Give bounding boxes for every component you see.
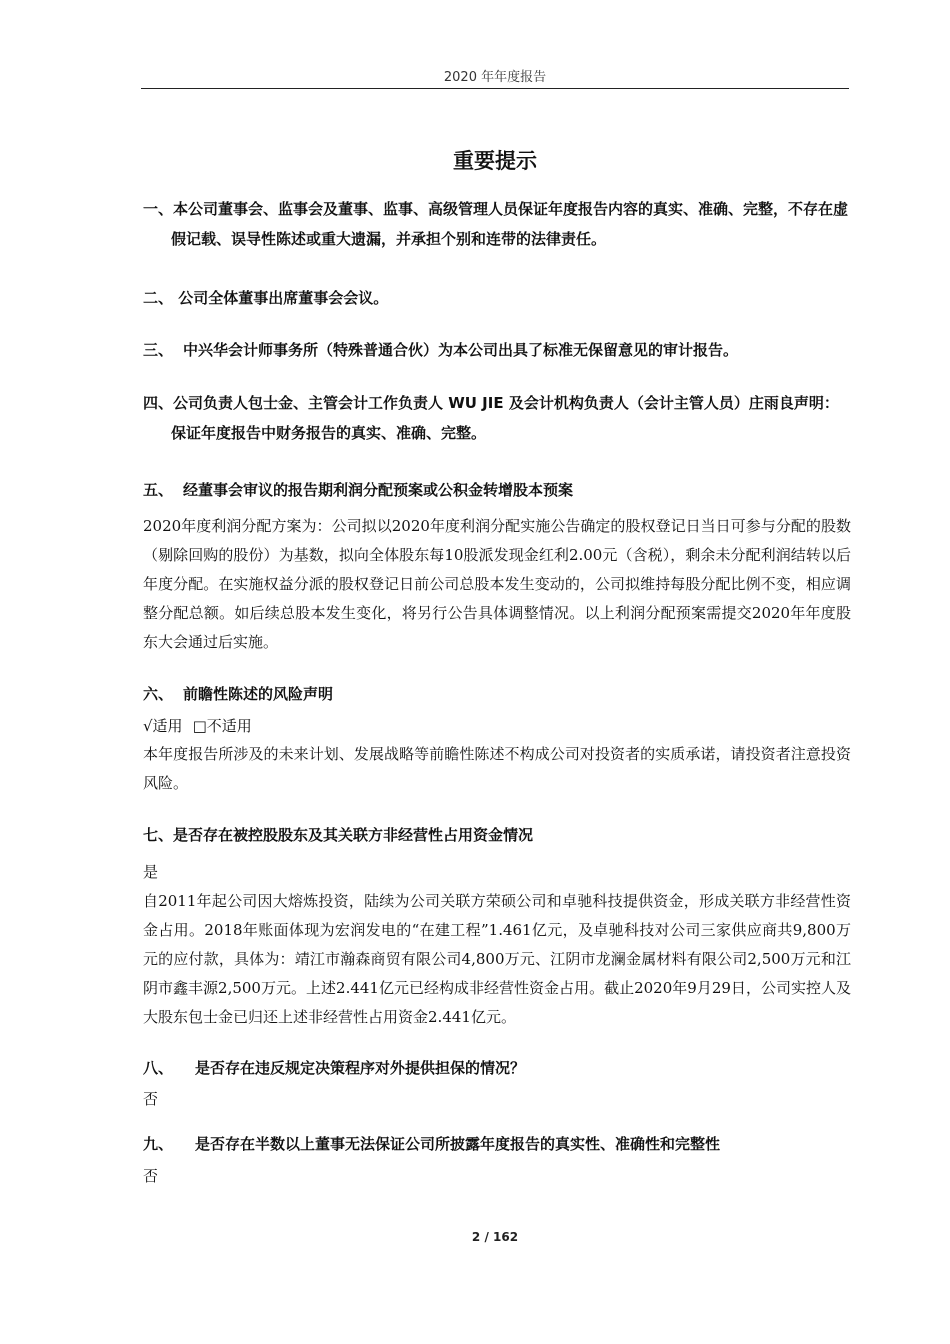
section-heading: 八、 是否存在违反规定决策程序对外提供担保的情况？ xyxy=(143,1054,851,1082)
page-number: 2 / 162 xyxy=(471,1230,519,1244)
item-number: 一、 xyxy=(143,200,174,218)
notice-item-4 xyxy=(143,388,851,448)
section-heading: 五、 经董事会审议的报告期利润分配预案或公积金转增股本预案 xyxy=(143,476,851,504)
running-header: 2020 年年度报告 xyxy=(443,70,547,85)
not-applicable-checkbox: □不适用 xyxy=(192,717,252,735)
notice-item-8 xyxy=(143,1054,851,1114)
item-number: 六、 xyxy=(143,685,174,703)
notice-item-9 xyxy=(143,1130,851,1191)
item-number: 二、 xyxy=(143,289,174,307)
item-number: 五、 xyxy=(143,481,174,499)
item-number: 四、 xyxy=(143,394,174,412)
item-number: 三、 xyxy=(143,341,174,359)
profit-distribution-text: 2020年度利润分配方案为：公司拟以2020年度利润分配实施公告确定的股权登记日当日可参与分配的股数（剔除回购的股份）为基数，拟向全体股东每10股派发现金红利2.00元（含税），剩余未分配利润结转以后年度分配。在实施权益分派的股权登记日前公司总股本发生变动的，公司拟维持每股分配比例不变，相应调整分配总额。如后续总股本发生变化，将另行公告具体调整情况。以上利润分配预案需提交2020年年度股东大会通过后实施。 xyxy=(143,517,851,651)
section-heading: 九、 是否存在半数以上董事无法保证公司所披露年度报告的真实性、准确性和完整性 xyxy=(143,1130,851,1158)
item-number: 九、 xyxy=(143,1135,174,1153)
section-heading: 六、 前瞻性陈述的风险声明 xyxy=(143,680,851,708)
item-number: 八、 xyxy=(143,1059,174,1077)
fund-occupation-text: 自2011年起公司因大熔炼投资，陆续为公司关联方荣硕公司和卓驰科技提供资金，形成关联方非经营性资金占用。2018年账面体现为宏润发电的“在建工程”1.461亿元，及卓驰科技对公司三家供应商共9,800万元的应付款，具体为：靖江市瀚森商贸有限公司4,800万元、江阴市龙澜金属材料有限公司2,500万元和江阴市鑫丰源2,500万元。上述2.441亿元已经构成非经营性资金占用。截止2020年9月29日，公司实控人及大股东包士金已归还上述非经营性占用资金2.441亿元。 xyxy=(143,892,851,1026)
risk-statement-text: 本年度报告所涉及的未来计划、发展战略等前瞻性陈述不构成公司对投资者的实质承诺，请投资者注意投资风险。 xyxy=(143,745,851,792)
item-text: 本公司董事会、监事会及董事、监事、高级管理人员保证年度报告内容的真实、准确、完整，不存在虚假记载、误导性陈述或重大遗漏，并承担个别和连带的法律责任。 xyxy=(171,200,849,248)
header-divider xyxy=(141,88,849,89)
answer-text: 否 xyxy=(143,1167,159,1185)
applicable-checkbox: √适用 xyxy=(143,717,183,735)
notice-item-3 xyxy=(143,335,851,365)
item-text: 公司全体董事出席董事会会议。 xyxy=(178,289,389,307)
item-text: 中兴华会计师事务所（特殊普通合伙）为本公司出具了标准无保留意见的审计报告。 xyxy=(183,341,739,359)
notice-item-1 xyxy=(143,194,851,254)
item-text: 公司负责人包士金、主管会计工作负责人 WU JIE 及会计机构负责人（会计主管人员）庄雨良声明：保证年度报告中财务报告的真实、准确、完整。 xyxy=(171,394,839,442)
notice-item-6 xyxy=(143,680,851,798)
applicability-options xyxy=(143,712,851,740)
notice-item-2 xyxy=(143,283,851,313)
notice-item-5 xyxy=(143,476,851,657)
page-title: 重要提示 xyxy=(453,149,537,173)
answer-text: 否 xyxy=(143,1090,159,1108)
answer-text: 是 xyxy=(143,863,159,881)
notice-item-7 xyxy=(143,821,851,1032)
section-heading: 七、是否存在被控股股东及其关联方非经营性占用资金情况 xyxy=(143,826,534,844)
